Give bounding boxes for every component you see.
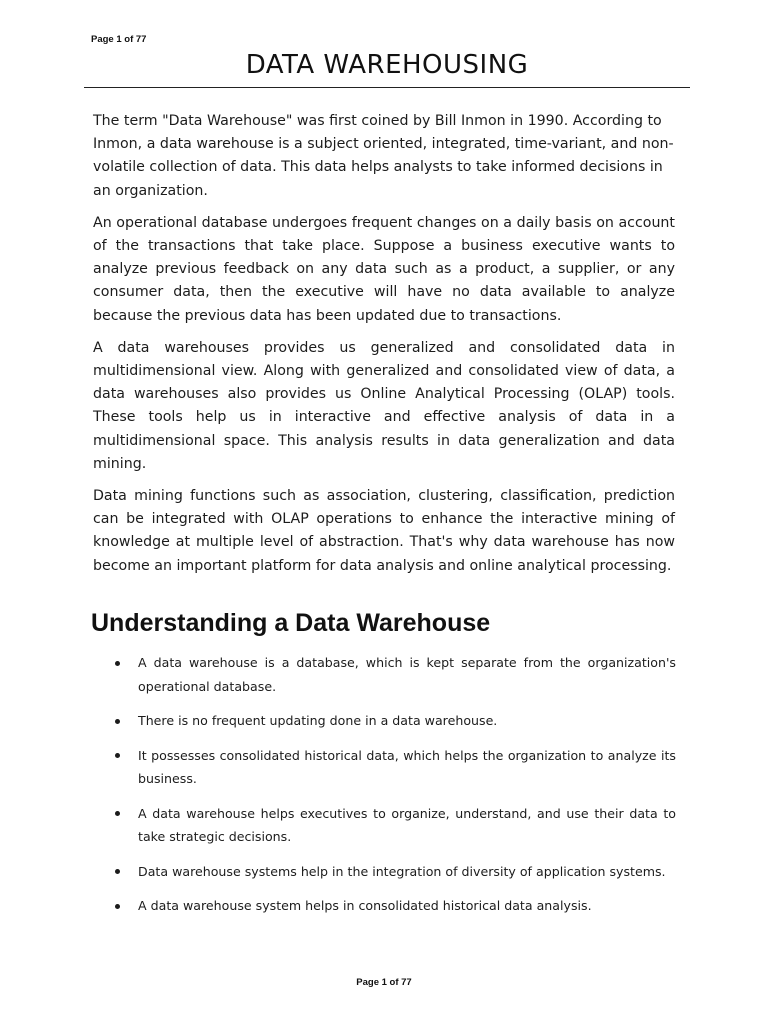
title-underline-rule xyxy=(84,87,690,88)
bullet-list xyxy=(110,651,676,929)
list-item-text: A data warehouse helps executives to organize, understand, and use their data to take strategic decisions. xyxy=(138,805,676,844)
bullet-icon xyxy=(115,719,120,724)
bullet-icon xyxy=(115,904,120,909)
list-item xyxy=(110,744,676,791)
bullet-icon xyxy=(115,869,120,874)
list-item-text: There is no frequent updating done in a data warehouse. xyxy=(138,713,498,728)
paragraph-data-mining: Data mining functions such as association, clustering, classification, prediction can be integrated with OLAP operations to enhance the interactive mining of knowledge at multiple level of abstraction. That's why data warehouse has now become an important platform for data analysis and online analytical processing. xyxy=(93,488,675,574)
list-item xyxy=(110,860,676,884)
list-item xyxy=(110,802,676,849)
section-heading: Understanding a Data Warehouse xyxy=(91,609,491,637)
paragraph-definition: The term "Data Warehouse" was first coined by Bill Inmon in 1990. According to Inmon, a data warehouse is a subject oriented, integrated, time-variant, and non-volatile collection of data. This data helps analysts to take informed decisions in an organization. xyxy=(93,113,674,199)
bullet-icon xyxy=(115,661,120,666)
list-item xyxy=(110,894,676,918)
page-number-header: Page 1 of 77 xyxy=(91,34,147,45)
list-item-text: Data warehouse systems help in the integration of diversity of application systems. xyxy=(138,863,666,879)
list-item xyxy=(110,709,676,733)
list-item-text: It possesses consolidated historical data, which helps the organization to analyze its business. xyxy=(138,747,676,786)
page-number-footer: Page 1 of 77 xyxy=(356,977,412,988)
intro-body xyxy=(93,110,675,587)
bullet-icon xyxy=(115,753,120,758)
list-item-text: A data warehouse system helps in consolidated historical data analysis. xyxy=(138,898,592,913)
paragraph-operational-database: An operational database undergoes frequent changes on a daily basis on account of the transactions that take place. Suppose a business executive wants to analyze previous feedback on any data such as a product, a supplier, or any consumer data, then the executive will have no data available to analyze because the previous data has been updated due to transactions. xyxy=(93,214,675,324)
bullet-icon xyxy=(115,811,120,816)
list-item-text: A data warehouse is a database, which is kept separate from the organization's operational database. xyxy=(138,655,676,694)
paragraph-olap-tools: A data warehouses provides us generalized and consolidated data in multidimensional view. Along with generalized and consolidated view of data, a data warehouses also provides us Online Analytical Processing (OLAP) tools. These tools help us in interactive and effective analysis of data in a multidimensional space. This analysis results in data generalization and data mining. xyxy=(93,339,675,472)
document-title: DATA WAREHOUSING xyxy=(245,50,529,80)
list-item xyxy=(110,651,676,698)
